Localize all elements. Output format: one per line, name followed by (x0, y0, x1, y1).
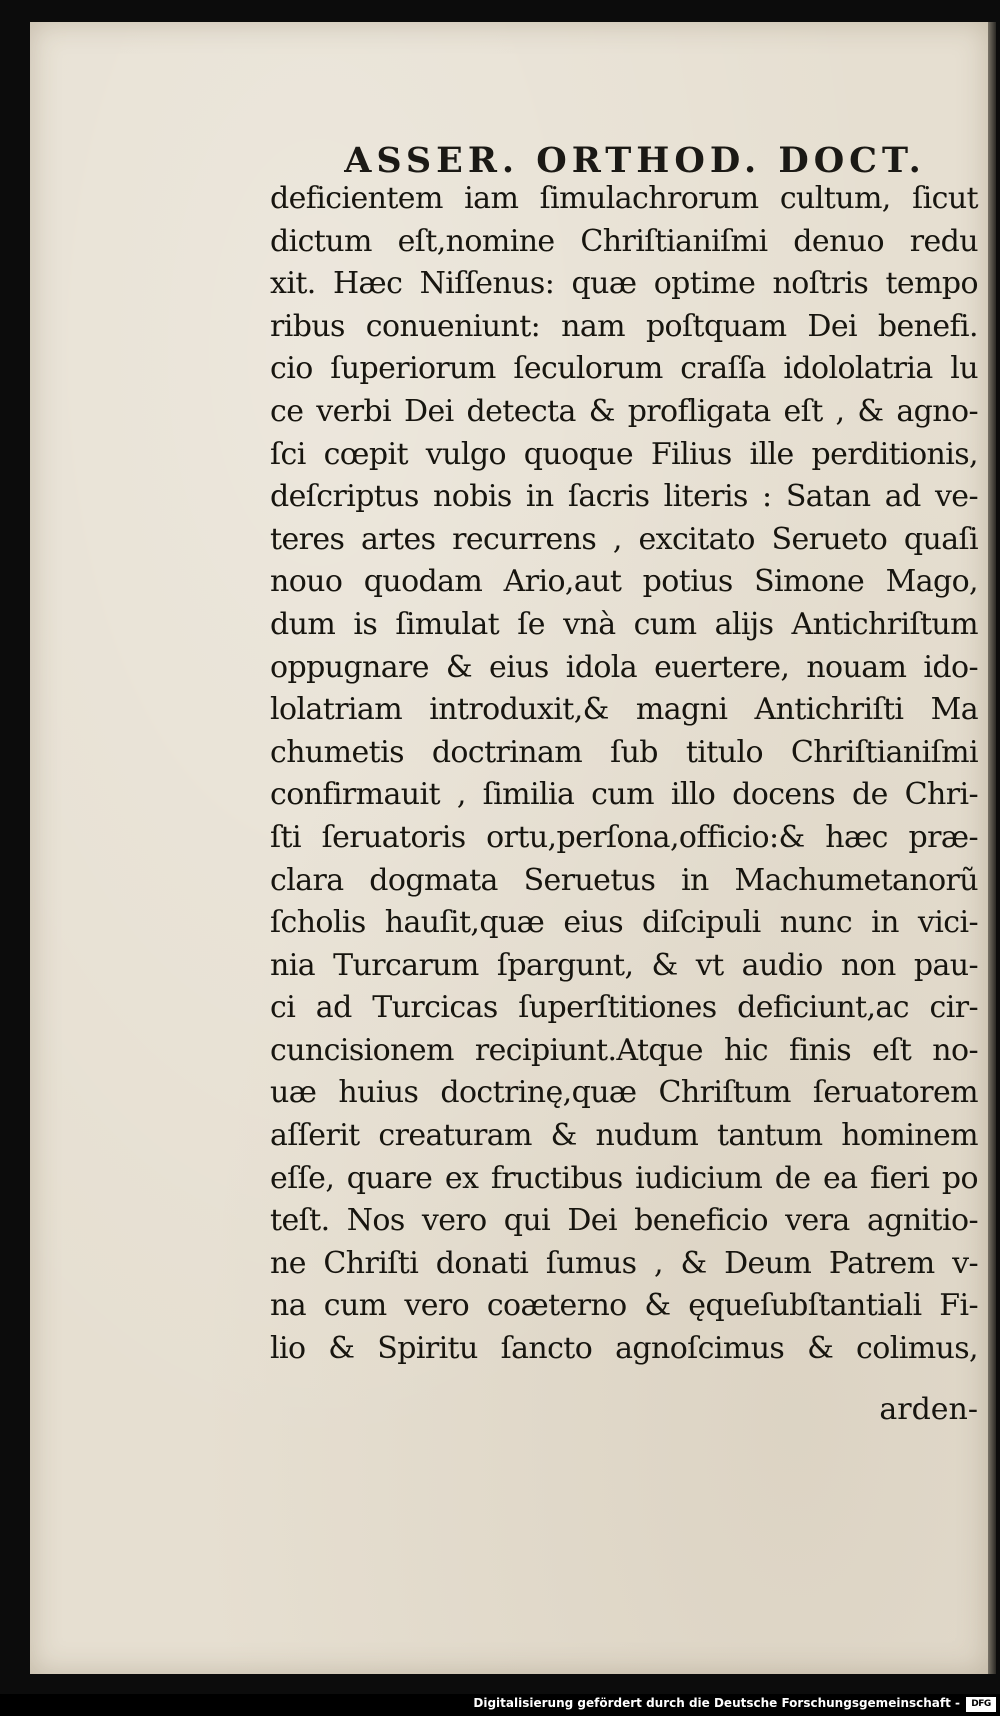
text-line: chumetis doctrinam ſub titulo Chriſtianiſmi (270, 734, 978, 770)
catchword: arden- (879, 1392, 978, 1427)
text-line: teres artes recurrens , excitato Serueto quaſi (270, 521, 978, 557)
text-line: clara dogmata Seruetus in Machumetanorũ (270, 862, 978, 898)
dfg-logo: DFG (966, 1697, 996, 1712)
text-line: ci ad Turcicas ſuperſtitiones deficiunt,ac cir- (270, 990, 978, 1026)
text-line: cuncisionem recipiunt.Atque hic finis eſt no- (270, 1032, 978, 1068)
text-line: na cum vero coæterno & ęqueſubſtantiali Fi- (270, 1288, 978, 1324)
text-line: ne Chriſti donati ſumus , & Deum Patrem v- (270, 1245, 978, 1281)
text-line: uæ huius doctrinę,quæ Chriſtum ſeruatorem (270, 1075, 978, 1111)
text-line: ribus conueniunt: nam poſtquam Dei benefi. (270, 308, 978, 344)
text-line: oppugnare & eius idola euertere, nouam ido- (270, 649, 978, 685)
text-line: ſci cœpit vulgo quoque Filius ille perditionis, (270, 436, 978, 472)
text-line: nouo quodam Ario,aut potius Simone Mago, (270, 564, 978, 600)
text-line: aſſerit creaturam & nudum tantum hominem (270, 1118, 978, 1154)
page-edge (988, 22, 996, 1674)
text-line: deficientem iam ſimulachrorum cultum, ſicut (270, 181, 978, 216)
text-line: lolatriam introduxit,& magni Antichriſti Ma (270, 692, 978, 728)
running-head: ASSER. ORTHOD. DOCT. (344, 140, 926, 181)
text-line: lio & Spiritu ſancto agnoſcimus & colimus, (270, 1331, 978, 1367)
text-line: nia Turcarum ſpargunt, & vt audio non pau- (270, 947, 978, 983)
text-line: dum is ſimulat ſe vnà cum alijs Antichriſtum (270, 606, 978, 642)
text-line: dictum eſt,nomine Chriſtianiſmi denuo redu (270, 223, 978, 259)
text-line: ſcholis hauſit,quæ eius diſcipuli nunc in vici- (270, 905, 978, 941)
funding-credit: Digitalisierung gefördert durch die Deutsche Forschungsgemeinschaft - (473, 1696, 960, 1710)
text-line: ſti ſeruatoris ortu,perſona,officio:& hæc præ- (270, 819, 978, 855)
text-line: confirmauit , ſimilia cum illo docens de Chri- (270, 777, 978, 813)
text-line: ce verbi Dei detecta & profligata eſt , & agno- (270, 393, 978, 429)
body-text (270, 178, 978, 1371)
footer-bar (0, 1694, 1000, 1716)
text-line: deſcriptus nobis in ſacris literis : Satan ad ve- (270, 479, 978, 515)
text-line: teſt. Nos vero qui Dei beneficio vera agnitio- (270, 1203, 978, 1239)
text-line: cio ſuperiorum ſeculorum craſſa idololatria lu (270, 351, 978, 387)
text-line: eſſe, quare ex fructibus iudicium de ea fieri po (270, 1160, 978, 1196)
text-line: xit. Hæc Niſſenus: quæ optime noſtris tempo (270, 266, 978, 302)
